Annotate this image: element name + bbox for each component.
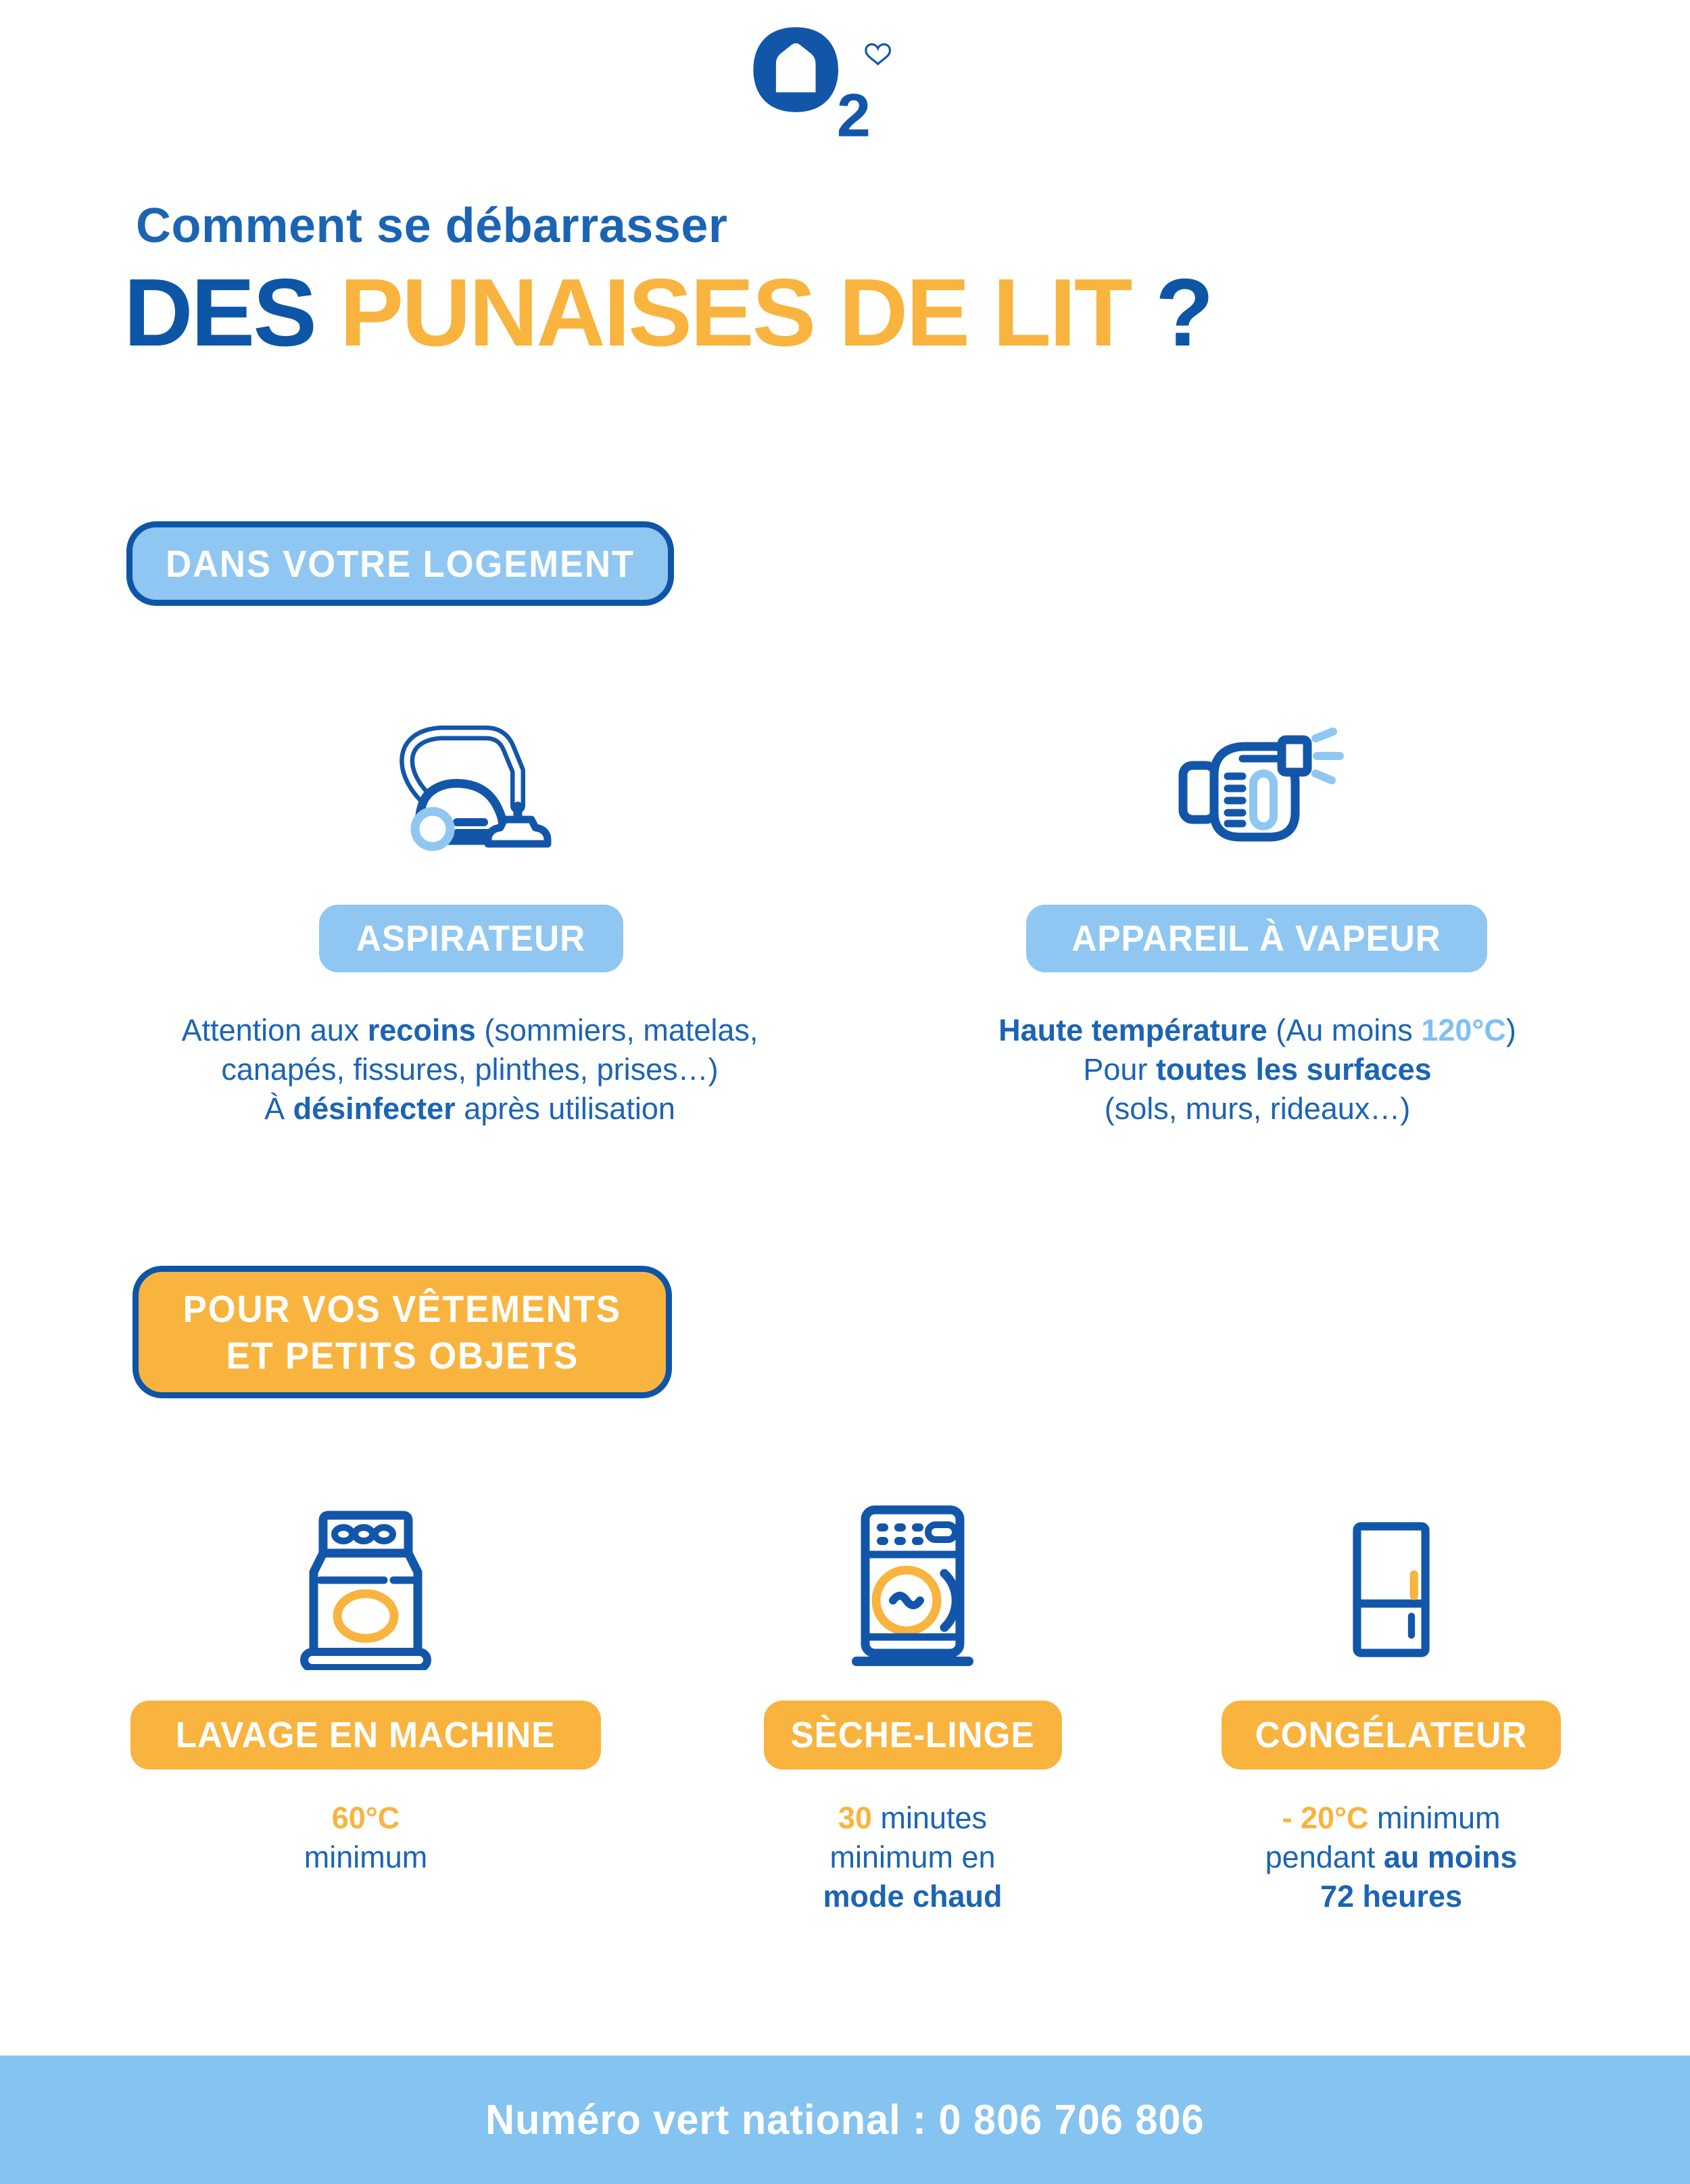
vacuum-cleaner-icon xyxy=(379,703,561,859)
heart-trademark-icon xyxy=(866,45,890,64)
title-part-orange: PUNAISES DE LIT xyxy=(339,259,1131,366)
temperature-value: 120°C xyxy=(1421,1013,1506,1047)
o2-logo-icon xyxy=(752,24,894,145)
washing-machine-icon xyxy=(281,1504,450,1670)
dryer-icon xyxy=(828,1498,997,1667)
label-seche-linge: SÈCHE-LINGE xyxy=(790,1715,1036,1755)
text-span-bold: Haute température xyxy=(998,1013,1268,1047)
text-span: minimum xyxy=(1368,1801,1501,1835)
page-kicker: Comment se débarrasser xyxy=(136,199,728,253)
page-title xyxy=(124,258,1212,369)
text-span-bold: mode chaud xyxy=(823,1879,1003,1914)
title-part-blue: DES xyxy=(124,259,340,366)
label-pill-aspirateur xyxy=(319,905,623,972)
aspirateur-description xyxy=(108,1011,831,1129)
text-span-bold: désinfecter xyxy=(293,1091,456,1126)
label-aspirateur: ASPIRATEUR xyxy=(356,918,586,959)
text-span: (Au moins xyxy=(1267,1013,1422,1047)
temperature-value: 60°C xyxy=(331,1801,400,1835)
label-appareil-vapeur: APPAREIL À VAPEUR xyxy=(1071,918,1442,959)
congelateur-description xyxy=(1188,1799,1594,1916)
label-lavage: LAVAGE EN MACHINE xyxy=(176,1715,556,1755)
label-pill-congelateur xyxy=(1222,1701,1561,1770)
footer-band xyxy=(0,2056,1690,2184)
duration-value: 30 xyxy=(838,1801,872,1835)
text-span-bold: 72 heures xyxy=(1320,1879,1463,1914)
text-span: minimum xyxy=(304,1840,428,1874)
lavage-description xyxy=(163,1799,569,1877)
appareil-vapeur-description xyxy=(940,1011,1575,1129)
label-pill-appareil-vapeur xyxy=(1026,905,1487,972)
label-pill-seche-linge xyxy=(764,1701,1062,1770)
title-question-mark: ? xyxy=(1130,259,1212,366)
text-span: Pour xyxy=(1083,1052,1156,1087)
text-span-bold: au moins xyxy=(1383,1840,1518,1874)
freezer-icon xyxy=(1341,1520,1442,1659)
text-span: Attention aux xyxy=(181,1013,368,1047)
section-badge-vetements-line1: POUR VOS VÊTEMENTS xyxy=(183,1287,622,1330)
text-span: (sommiers, matelas, xyxy=(475,1013,758,1047)
seche-linge-description xyxy=(710,1799,1115,1916)
section-badge-vetements-line2: ET PETITS OBJETS xyxy=(226,1334,579,1377)
text-span-bold: recoins xyxy=(367,1013,476,1047)
logo-subscript: 2 xyxy=(836,81,871,145)
steam-device-icon xyxy=(1163,703,1352,859)
temperature-value: - 20°C xyxy=(1282,1801,1369,1835)
text-span: après utilisation xyxy=(455,1091,675,1126)
section-badge-vetements xyxy=(132,1266,672,1398)
label-pill-lavage xyxy=(130,1701,601,1770)
text-span: minutes xyxy=(871,1801,988,1835)
section-badge-logement xyxy=(126,521,674,606)
text-span: ) xyxy=(1505,1013,1516,1047)
text-span: canapés, fissures, plinthes, prises…) xyxy=(221,1052,719,1087)
text-span: À xyxy=(264,1091,293,1126)
footer-phone-text: Numéro vert national : 0 806 706 806 xyxy=(485,2096,1205,2143)
o2-logo xyxy=(752,24,894,145)
text-span: pendant xyxy=(1265,1840,1384,1874)
text-span: (sols, murs, rideaux…) xyxy=(1104,1091,1411,1126)
label-congelateur: CONGÉLATEUR xyxy=(1255,1715,1528,1755)
text-span-bold: toutes les surfaces xyxy=(1155,1052,1432,1087)
text-span: minimum en xyxy=(829,1840,996,1874)
section-badge-logement-label: DANS VOTRE LOGEMENT xyxy=(166,542,635,585)
